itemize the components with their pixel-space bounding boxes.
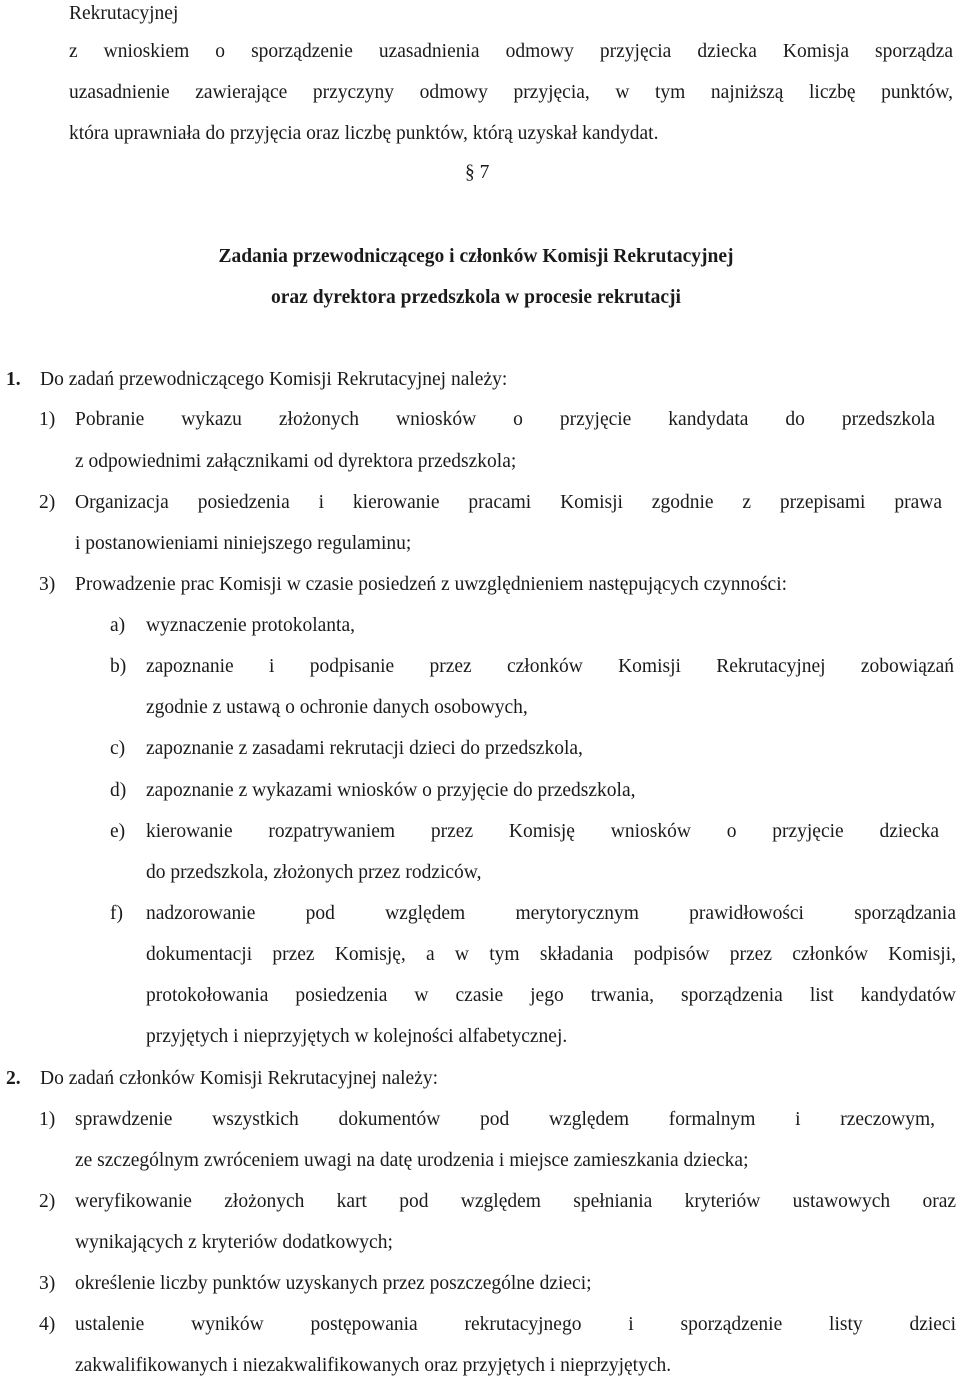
paragraph-number: 2. (6, 1068, 21, 1089)
section-number-value: 7 (479, 162, 490, 183)
section-title: Zadania przewodniczącego i członków Komisji Rekrutacyjnej (218, 246, 734, 267)
subitem-letter: f) (110, 903, 123, 924)
list-item-line: Pobranie wykazu złożonych wniosków o przyjęcie kandydata do przedszkola (75, 409, 935, 430)
subitem-letter: b) (110, 656, 127, 677)
subitem-line: zapoznanie i podpisanie przez członków Komisji Rekrutacyjnej zobowiązań (146, 656, 954, 677)
continued-fragment: Rekrutacyjnej (69, 3, 179, 24)
subitem-line: protokołowania posiedzenia w czasie jego trwania, sporządzenia list kandydatów (146, 985, 956, 1006)
section-subtitle: oraz dyrektora przedszkola w procesie rekrutacji (271, 287, 681, 308)
section-number (465, 161, 489, 185)
subitem-line: zapoznanie z zasadami rekrutacji dzieci do przedszkola, (146, 738, 583, 759)
subitem-letter: a) (110, 615, 126, 636)
item-number: 1) (39, 409, 56, 430)
subitem-line: nadzorowanie pod względem merytorycznym prawidłowości sporządzania (146, 903, 956, 924)
list-item-line: określenie liczby punktów uzyskanych przez poszczególne dzieci; (75, 1273, 592, 1294)
list-item-line: zakwalifikowanych i niezakwalifikowanych oraz przyjętych i nieprzyjętych. (75, 1355, 672, 1376)
item-number: 4) (39, 1314, 56, 1335)
item-number: 2) (39, 492, 56, 513)
intro-line: uzasadnienie zawierające przyczyny odmowy przyjęcia, w tym najniższą liczbę punktów, (69, 82, 953, 103)
list-item-line: Organizacja posiedzenia i kierowanie pracami Komisji zgodnie z przepisami prawa (75, 492, 942, 513)
list-item-line: ustalenie wyników postępowania rekrutacyjnego i sporządzenie listy dzieci (75, 1314, 956, 1335)
subitem-letter: e) (110, 821, 126, 842)
list-item-line: ze szczególnym zwróceniem uwagi na datę urodzenia i miejsce zamieszkania dziecka; (75, 1150, 749, 1171)
item-number: 2) (39, 1191, 56, 1212)
subitem-line: do przedszkola, złożonych przez rodziców, (146, 862, 482, 883)
subitem-line: dokumentacji przez Komisję, a w tym składania podpisów przez członków Komisji, (146, 944, 956, 965)
subitem-letter: c) (110, 738, 126, 759)
list-item-line: z odpowiednimi załącznikami od dyrektora przedszkola; (75, 451, 517, 472)
list-item-line: Prowadzenie prac Komisji w czasie posiedzeń z uwzględnieniem następujących czynności: (75, 574, 788, 595)
item-number: 3) (39, 574, 56, 595)
intro-line: z wnioskiem o sporządzenie uzasadnienia odmowy przyjęcia dziecka Komisja sporządza (69, 41, 953, 62)
subitem-line: zgodnie z ustawą o ochronie danych osobowych, (146, 697, 528, 718)
subitem-letter: d) (110, 780, 127, 801)
list-item-line: wynikających z kryteriów dodatkowych; (75, 1232, 393, 1253)
paragraph-number: 1. (6, 369, 21, 390)
paragraph-heading: Do zadań przewodniczącego Komisji Rekrutacyjnej należy: (40, 369, 508, 390)
subitem-line: zapoznanie z wykazami wniosków o przyjęcie do przedszkola, (146, 780, 636, 801)
paragraph-heading: Do zadań członków Komisji Rekrutacyjnej należy: (40, 1068, 438, 1089)
section-sign: § (465, 162, 475, 183)
intro-line: która uprawniała do przyjęcia oraz liczbę punktów, którą uzyskał kandydat. (69, 123, 659, 144)
item-number: 1) (39, 1109, 56, 1130)
subitem-line: wyznaczenie protokolanta, (146, 615, 355, 636)
subitem-line: kierowanie rozpatrywaniem przez Komisję wniosków o przyjęcie dziecka (146, 821, 939, 842)
subitem-line: przyjętych i nieprzyjętych w kolejności alfabetycznej. (146, 1026, 568, 1047)
list-item-line: sprawdzenie wszystkich dokumentów pod względem formalnym i rzeczowym, (75, 1109, 935, 1130)
list-item-line: weryfikowanie złożonych kart pod względem spełniania kryteriów ustawowych oraz (75, 1191, 956, 1212)
list-item-line: i postanowieniami niniejszego regulaminu; (75, 533, 412, 554)
item-number: 3) (39, 1273, 56, 1294)
